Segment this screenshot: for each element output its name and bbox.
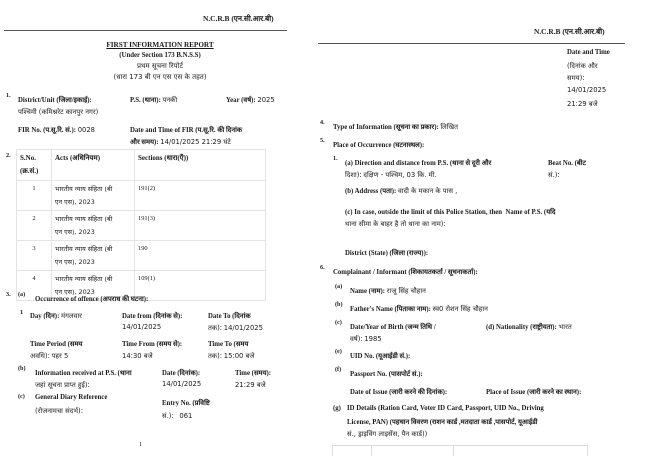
time-from-value: 14:30 बजे (122, 352, 153, 360)
name-field (350, 286, 426, 295)
ncrb-text: N.C.R.B (एन.सी.आर.बी) (203, 14, 274, 23)
direction-label-2: दिशा): (345, 171, 362, 179)
row-act (52, 241, 135, 271)
outside-limit-label-1 (345, 207, 556, 216)
ncrb-header (203, 14, 274, 24)
info-type-label: Type of Information (सूचना का प्रकार): (333, 124, 439, 131)
issue-place-label: Place of Issue (जारी करने का स्थान): (486, 389, 582, 396)
father-name-field (350, 304, 488, 313)
page-datetime-label-3: समय): (567, 74, 585, 82)
fir-datetime-label-1: Date and Time of FIR (प.सू.रि. की दिनांक (130, 127, 243, 134)
fir-datetime-value: 14/01/2025 21:29 घंटे (160, 138, 231, 146)
fir-datetime-field (130, 137, 231, 146)
diary-label-2: (रोजनामचा संदर्भ): (35, 407, 83, 415)
row-sno: 4 (17, 271, 52, 301)
title-hindi-section: (धारा 173 बी एन एस एस के तहत) (113, 72, 207, 81)
name-value: राजू सिंह चौहान (386, 287, 426, 295)
info-type-field (333, 122, 458, 131)
title-hindi: प्रथम सूचना रिपोर्ट (137, 62, 183, 70)
date-from-label: Date from (दिनांक से): (122, 313, 183, 320)
table-divider (371, 446, 372, 456)
header-sections: Sections (धारा(एँ)) (135, 150, 266, 181)
table-row (17, 241, 266, 271)
acts-table-header (17, 150, 266, 181)
outside-limit-label-2: थाना सीमा के बाहर है तो थाना का नाम): (345, 220, 446, 228)
item-3b-marker: (b) (18, 365, 26, 372)
id-details-label-3: सं., ड्राइविंग लाइसेंस, पैन कार्ड)) (347, 430, 428, 438)
day-field (30, 311, 82, 320)
header-rule (4, 30, 287, 31)
district-state-label: District (State) (जिला (राज्य)): (345, 250, 429, 257)
fir-datetime-label-2: और समय): (130, 139, 159, 146)
dob-value: 1985 (364, 335, 382, 343)
row-section: 191(2) (135, 181, 266, 211)
info-received-label-2: जहां सूचना प्राप्त हुई): (35, 381, 90, 389)
time-period-label: Time Period (समय (30, 341, 83, 348)
name-label: Name (नाम): (350, 288, 386, 295)
occurrence-label: Occurrence of offence (अपराध की घटना): (35, 296, 149, 303)
entry-field (162, 411, 192, 420)
place-sub-number: 1. (333, 155, 338, 162)
father-name-label: Father's Name (पिताका नाम): (350, 306, 431, 313)
year-field (226, 95, 275, 104)
act-line-1: भारतीय न्याय संहिता (बी (55, 215, 113, 223)
row-sno: 2 (17, 211, 52, 241)
table-row (17, 181, 266, 211)
row-act (52, 211, 135, 241)
info-type-value: लिखित (440, 123, 458, 131)
received-date-label: Date (दिनांक): (162, 370, 201, 377)
complainant-label: Complainant / Informant (शिकायतकर्ता / सूचनाकर्ता): (333, 269, 478, 276)
item-2-number: 2. (6, 152, 11, 159)
time-to-label-2: तक): (208, 352, 223, 360)
time-period-field (30, 351, 68, 360)
received-time-label: Time (समय): (235, 370, 272, 377)
row-section: 109(1) (135, 271, 266, 301)
address-label: (b) Address (पता): (345, 188, 397, 195)
time-from-label: Time From (समय से): (122, 341, 183, 348)
info-received-label-1: Information received at P.S. (थाना (35, 370, 132, 377)
page-datetime-date: 14/01/2025 (567, 86, 607, 94)
other-ps-name-label: Name of P.S. (यदि (505, 209, 556, 216)
direction-value: दक्षिण - पश्चिम, 03 कि. मी. (363, 171, 437, 179)
item-3a-marker: (a) (18, 291, 26, 298)
act-line-1: भारतीय न्याय संहिता (बी (55, 185, 113, 193)
time-to-value: 15:00 बजे (223, 352, 255, 360)
item-3c-marker: (c) (18, 393, 25, 400)
dob-label-1: Date/Year of Birth (जन्म तिथि / (350, 324, 436, 331)
received-time-value: 21:29 बजे (235, 381, 266, 389)
year-label: Year (वर्ष): (226, 97, 256, 104)
date-to-value: 14/01/2025 (223, 324, 263, 332)
nationality-value: भारत (558, 323, 572, 331)
direction-label-1: (a) Direction and distance from P.S. (थाना से दूरी और (345, 160, 492, 167)
time-period-value: पहर 5 (51, 352, 69, 360)
item-4-number: 4. (320, 119, 325, 126)
table-row (17, 211, 266, 241)
header-sno-hi: (क्र.सं.) (20, 166, 39, 175)
page-number: 1 (139, 441, 143, 448)
acts-table (16, 149, 266, 301)
ps-value: पनकी (162, 96, 178, 104)
uid-label: UID No. (यूआईडी सं.): (350, 353, 411, 360)
ncrb-text: N.C.R.B (एन.सी.आर.बी) (534, 27, 605, 36)
title-english: FIRST INFORMATION REPORT (106, 41, 214, 49)
passport-marker: (f) (335, 366, 342, 373)
entry-value: 061 (179, 412, 193, 420)
time-to-field (208, 351, 254, 360)
year-value: 2025 (257, 96, 275, 104)
time-period-label-2: अवधि): (30, 352, 50, 360)
district-label: District/Unit (जिला/इकाई): (18, 97, 92, 104)
beat-label-2: सं.): (548, 171, 560, 179)
date-to-label: Date To (दिनांक (208, 313, 251, 320)
fir-number-label: FIR No. (प.सू.रि. सं.): (18, 127, 76, 134)
table-divider (453, 446, 454, 456)
header-sno (17, 150, 52, 181)
beat-label-1: Beat No. (बीट (548, 160, 586, 167)
id-details-label-2: License, PAN) (पहचान विवरण (राशन कार्ड ,मतदाता कार्ड ,पासपोर्ट, यूआईडी (347, 419, 538, 426)
page-datetime-time: 21:29 बजे (567, 100, 598, 108)
father-name-value: स्व0 रोशन सिंह चौहान (432, 305, 488, 313)
nationality-field (486, 322, 572, 331)
item-3-number: 3. (6, 291, 11, 298)
ps-label: P.S. (थाना): (130, 97, 161, 104)
page-datetime-label-2: (दिनांक और (567, 62, 598, 70)
issue-date-label: Date of Issue (जारी करने की दिनांक): (350, 389, 448, 396)
act-line-2: एन एस), 2023 (55, 257, 95, 266)
dob-label-2: वर्ष): (350, 335, 363, 343)
occurrence-sub-number: 1 (20, 309, 24, 316)
passport-label: Passport No. (पासपोर्ट सं.): (350, 371, 423, 378)
report-title (60, 40, 260, 82)
outside-limit-text: (c) In case, outside the limit of this Police Station, then (345, 209, 503, 216)
item-6-number: 6. (320, 264, 325, 271)
ncrb-header (534, 27, 605, 37)
header-rule (318, 43, 625, 44)
row-act (52, 181, 135, 211)
act-line-2: एन एस), 2023 (55, 287, 95, 296)
name-marker: (a) (335, 283, 343, 290)
dob-field (350, 334, 382, 343)
dob-marker: (c) (335, 319, 342, 326)
nationality-label: (d) Nationality (राष्ट्रीयता): (486, 324, 557, 331)
id-details-table (332, 445, 588, 456)
fir-number-field (18, 125, 95, 134)
row-section: 191(3) (135, 211, 266, 241)
day-value: मंगलवार (61, 312, 82, 320)
fir-page-1 (0, 0, 300, 450)
act-line-1: भारतीय न्याय संहिता (बी (55, 245, 113, 253)
row-sno: 1 (17, 181, 52, 211)
row-sno: 3 (17, 241, 52, 271)
direction-field (345, 170, 437, 179)
act-line-2: एन एस), 2023 (55, 197, 95, 206)
row-section: 190 (135, 241, 266, 271)
uid-marker: (e) (335, 348, 342, 355)
header-sno-en: S.No. (20, 154, 36, 162)
id-details-marker: (g) (333, 405, 341, 412)
place-label: Place of Occurrence (घटनास्थल): (333, 142, 425, 149)
item-1-number: 1. (6, 92, 11, 99)
fir-page-2 (318, 0, 650, 450)
page-datetime-label-1: Date and Time (567, 49, 610, 56)
address-value: वादी के मकान के पास , (398, 187, 458, 195)
header-acts: Acts (अधिनियम) (52, 150, 135, 181)
district-value: पश्चिमी (कमिश्नरेट कानपुर नगर) (18, 108, 99, 116)
act-line-2: एन एस), 2023 (55, 227, 95, 236)
date-to-label-2: तक): (208, 324, 223, 332)
fir-number-value: 0028 (77, 126, 96, 134)
entry-label-2: सं.): (162, 412, 174, 420)
date-from-value: 14/01/2025 (122, 323, 162, 331)
date-to-field (208, 323, 263, 332)
ps-field (130, 95, 177, 104)
day-label: Day (दिन): (30, 313, 60, 320)
father-marker: (b) (335, 301, 343, 308)
diary-label-1: General Diary Reference (35, 394, 108, 401)
received-date-value: 14/01/2025 (162, 380, 202, 388)
title-section: (Under Section 173 B.N.S.S) (119, 51, 201, 59)
item-5-number: 5. (320, 137, 325, 144)
id-details-label-1: ID Details (Ration Card, Voter ID Card, Passport, UID No., Driving (347, 405, 544, 412)
address-field (345, 186, 457, 195)
entry-label-1: Entry No. (प्रविष्टि (162, 400, 210, 407)
time-to-label: Time To (समय (208, 341, 249, 348)
act-line-1: भारतीय न्याय संहिता (बी (55, 275, 113, 283)
